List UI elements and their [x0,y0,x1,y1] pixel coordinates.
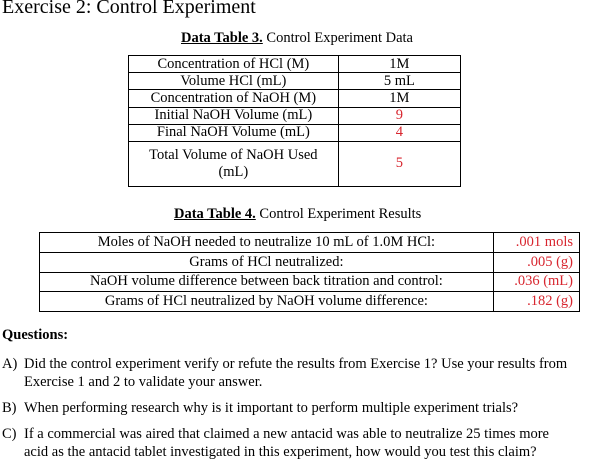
question-text: When performing research why is it important to perform multiple experiment trials? [24,400,519,416]
question-a [2,355,567,391]
table3-caption [181,29,413,47]
table4-cell-value: .182 (g) [493,292,579,312]
question-text: Did the control experiment verify or refute the results from Exercise 1? Use your results from [24,356,568,372]
question-line [2,355,567,373]
table4-cell-label: Grams of HCl neutralized: [40,252,494,272]
table-row [40,233,580,253]
table-row [40,252,580,272]
question-b [2,399,518,417]
question-line [2,425,549,443]
table3-cell-label-line: (mL) [218,163,249,180]
table-row [40,292,580,312]
table-row [40,272,580,292]
table3-title: Control Experiment Data [262,30,413,46]
table3-cell-label: Concentration of HCl (M) [129,56,339,73]
table3-cell-value: 1M [338,56,460,73]
question-letter: C) [2,426,17,442]
table4-cell-value: .001 mols [493,233,579,253]
table4-cell-label: Grams of HCl neutralized by NaOH volume difference: [40,292,494,312]
question-text: If a commercial was aired that claimed a new antacid was able to neutralize 25 times more [24,426,549,442]
question-letter: B) [2,400,17,416]
question-text-continued: Exercise 1 and 2 to validate your answer. [24,374,263,390]
table3-cell-label: Volume HCl (mL) [129,73,339,90]
table3-cell-value: 1M [338,90,460,107]
table3-cell-value: 4 [338,124,460,141]
question-letter: A) [2,356,18,372]
table4-caption [174,205,421,223]
table3-cell-label [129,141,339,186]
question-line [2,399,518,417]
table3-cell-value: 5 mL [338,73,460,90]
table3-cell-label: Final NaOH Volume (mL) [129,124,339,141]
table4-cell-value: .036 (mL) [493,272,579,292]
table-row [129,90,461,107]
table3-cell-value: 5 [338,141,460,186]
table4-title: Control Experiment Results [255,206,422,222]
question-c [2,425,549,461]
table3-label: Data Table 3. [181,30,263,46]
table3-cell-label: Initial NaOH Volume (mL) [129,107,339,124]
control-experiment-results-table [39,232,580,312]
control-experiment-data-table [128,55,461,187]
table-row [129,56,461,73]
table-row [129,107,461,124]
question-text-continued: acid as the antacid tablet investigated in this experiment, how would you test this claim? [24,444,537,460]
table3-cell-label-line: Total Volume of NaOH Used [149,146,318,163]
table4-label: Data Table 4. [174,206,256,222]
questions-heading: Questions: [2,327,69,343]
table-row [129,73,461,90]
table3-cell-label: Concentration of NaOH (M) [129,90,339,107]
table4-cell-value: .005 (g) [493,252,579,272]
table4-cell-label: NaOH volume difference between back titration and control: [40,272,494,292]
table-row [129,124,461,141]
page-heading: Exercise 2: Control Experiment [2,0,256,18]
table-row [129,141,461,186]
table4-cell-label: Moles of NaOH needed to neutralize 10 mL of 1.0M HCl: [40,233,494,253]
table3-cell-value: 9 [338,107,460,124]
